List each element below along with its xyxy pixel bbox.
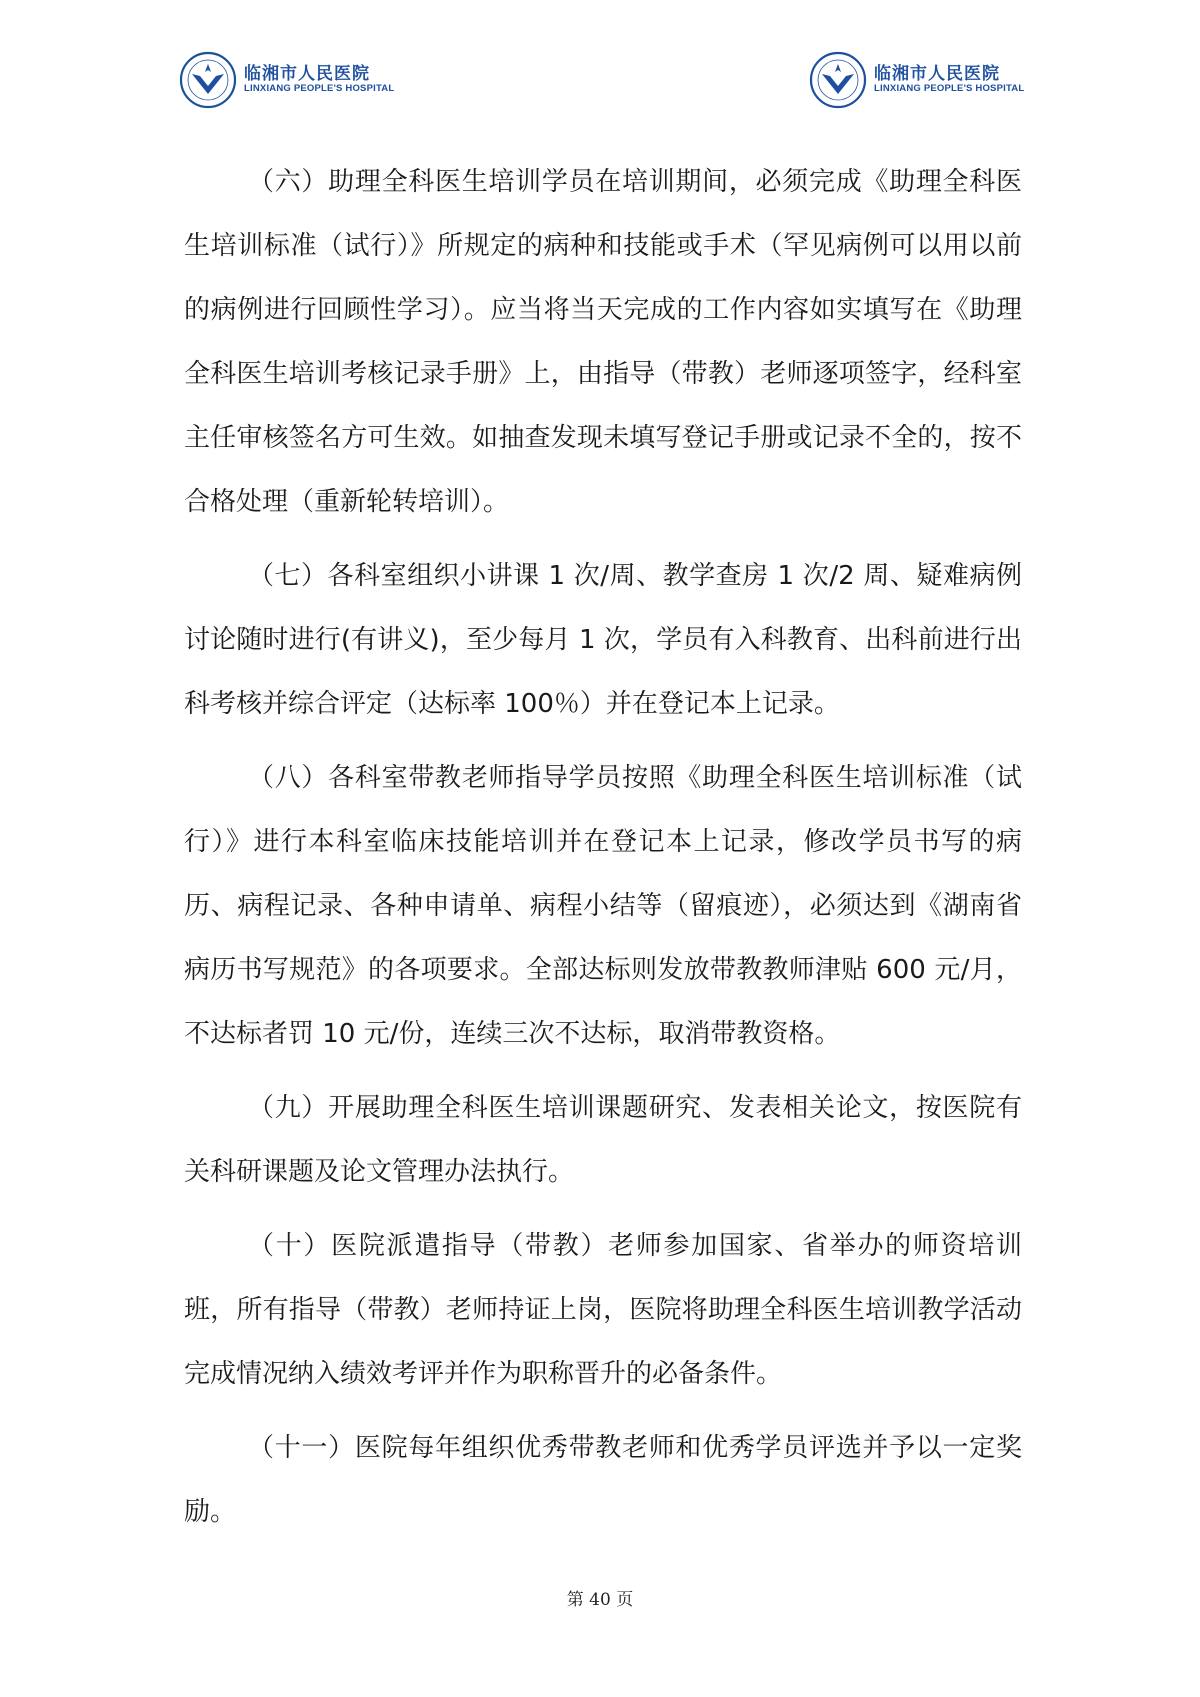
logo-chinese-name: 临湘市人民医院 <box>874 63 1000 84</box>
paragraph-8: （八）各科室带教老师指导学员按照《助理全科医生培训标准（试行）》进行本科室临床技能培训并在登记本上记录，修改学员书写的病历、病程记录、各种申请单、病程小结等（留痕迹），必须达到《湖南省病历书写规范》的各项要求。全部达标则发放带教教师津贴 600 元/月，不达标者罚 10 元/份，连续三次不达标，取消带教资格。 <box>184 763 1022 1049</box>
hospital-logo-left <box>178 50 400 110</box>
logo-english-name: LINXIANG PEOPLE'S HOSPITAL <box>874 83 1025 95</box>
document-body <box>184 150 1022 1554</box>
logo-english-name: LINXIANG PEOPLE'S HOSPITAL <box>244 83 395 95</box>
paragraph-6: （六）助理全科医生培训学员在培训期间，必须完成《助理全科医生培训标准（试行）》所规定的病种和技能或手术（罕见病例可以用以前的病例进行回顾性学习）。应当将当天完成的工作内容如实填写在《助理全科医生培训考核记录手册》上，由指导（带教）老师逐项签字，经科室主任审核签名方可生效。如抽查发现未填写登记手册或记录不全的，按不合格处理（重新轮转培训）。 <box>184 167 1022 517</box>
hospital-emblem-icon <box>808 50 868 110</box>
paragraph-10: （十）医院派遣指导（带教）老师参加国家、省举办的师资培训班，所有指导（带教）老师持证上岗，医院将助理全科医生培训教学活动完成情况纳入绩效考评并作为职称晋升的必备条件。 <box>184 1231 1022 1389</box>
paragraph-11: （十一）医院每年组织优秀带教老师和优秀学员评选并予以一定奖励。 <box>184 1433 1022 1527</box>
paragraph-7: （七）各科室组织小讲课 1 次/周、教学查房 1 次/2 周、疑难病例讨论随时进行(有讲义)，至少每月 1 次，学员有入科教育、出科前进行出科考核并综合评定（达标率 100％）并在登记本上记录。 <box>184 561 1022 719</box>
hospital-logo-right <box>808 50 1030 110</box>
hospital-emblem-icon <box>178 50 238 110</box>
logo-chinese-name: 临湘市人民医院 <box>244 63 370 84</box>
paragraph-9: （九）开展助理全科医生培训课题研究、发表相关论文，按医院有关科研课题及论文管理办法执行。 <box>184 1093 1022 1187</box>
page-number: 第 40 页 <box>566 1590 634 1610</box>
